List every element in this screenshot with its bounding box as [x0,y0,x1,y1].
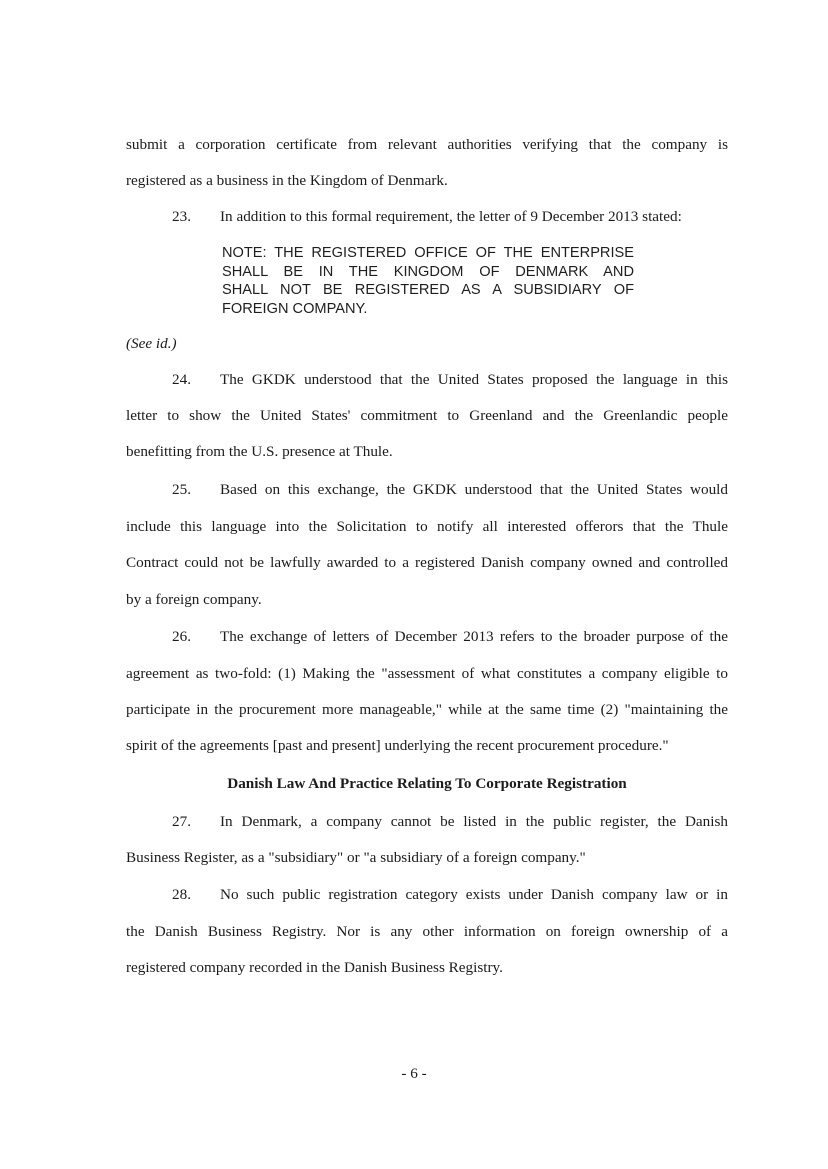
paragraph-23 [126,208,728,226]
paragraph-28 [126,886,728,904]
block-quote-line: SHALL NOT BE REGISTERED AS A SUBSIDIARY OF [222,282,634,298]
paragraph-25 [126,481,728,499]
page-number: - 6 - [401,1065,427,1082]
paragraph-number: 26. [172,628,191,645]
body-text-line: Contract could not be lawfully awarded to a registered Danish company owned and controlled [126,554,728,571]
citation: (See id.) [126,335,177,352]
body-text-line: by a foreign company. [126,591,262,608]
body-text-line: submit a corporation certificate from relevant authorities verifying that the company is [126,136,728,153]
block-quote-line: FOREIGN COMPANY. [222,300,368,317]
body-text: In addition to this formal requirement, the letter of 9 December 2013 stated: [220,208,682,225]
block-quote [222,244,634,318]
body-text-line: participate in the procurement more manageable," while at the same time (2) "maintaining the [126,701,728,718]
paragraph-number: 25. [172,481,191,498]
body-text-line: include this language into the Solicitation to notify all interested offerors that the Thule [126,518,728,535]
block-quote-line: NOTE: THE REGISTERED OFFICE OF THE ENTERPRISE [222,245,634,261]
body-text-line: the Danish Business Registry. Nor is any other information on foreign ownership of a [126,923,728,940]
body-text: No such public registration category exists under Danish company law or in [220,886,728,903]
body-text: Based on this exchange, the GKDK understood that the United States would [220,481,728,498]
body-text: The GKDK understood that the United States proposed the language in this [220,371,728,388]
body-text-line: agreement as two-fold: (1) Making the "assessment of what constitutes a company eligible to [126,665,728,682]
body-text-line: Business Register, as a "subsidiary" or "a subsidiary of a foreign company." [126,849,586,866]
paragraph-24 [126,371,728,389]
block-quote-line: SHALL BE IN THE KINGDOM OF DENMARK AND [222,263,634,280]
paragraph-26 [126,628,728,646]
body-text-line: registered company recorded in the Danish Business Registry. [126,959,503,976]
body-text-line: spirit of the agreements [past and present] underlying the recent procurement procedure." [126,737,669,754]
body-text-line: registered as a business in the Kingdom of Denmark. [126,172,448,189]
body-text-line: benefitting from the U.S. presence at Thule. [126,443,393,460]
paragraph-27 [126,813,728,831]
paragraph-number: 23. [172,208,191,225]
body-text: The exchange of letters of December 2013 refers to the broader purpose of the [220,628,728,645]
section-heading: Danish Law And Practice Relating To Corporate Registration [227,775,627,792]
body-text-line: letter to show the United States' commitment to Greenland and the Greenlandic people [126,407,728,424]
body-text: In Denmark, a company cannot be listed in the public register, the Danish [220,813,728,830]
paragraph-number: 24. [172,371,191,388]
paragraph-number: 28. [172,886,191,903]
paragraph-number: 27. [172,813,191,830]
